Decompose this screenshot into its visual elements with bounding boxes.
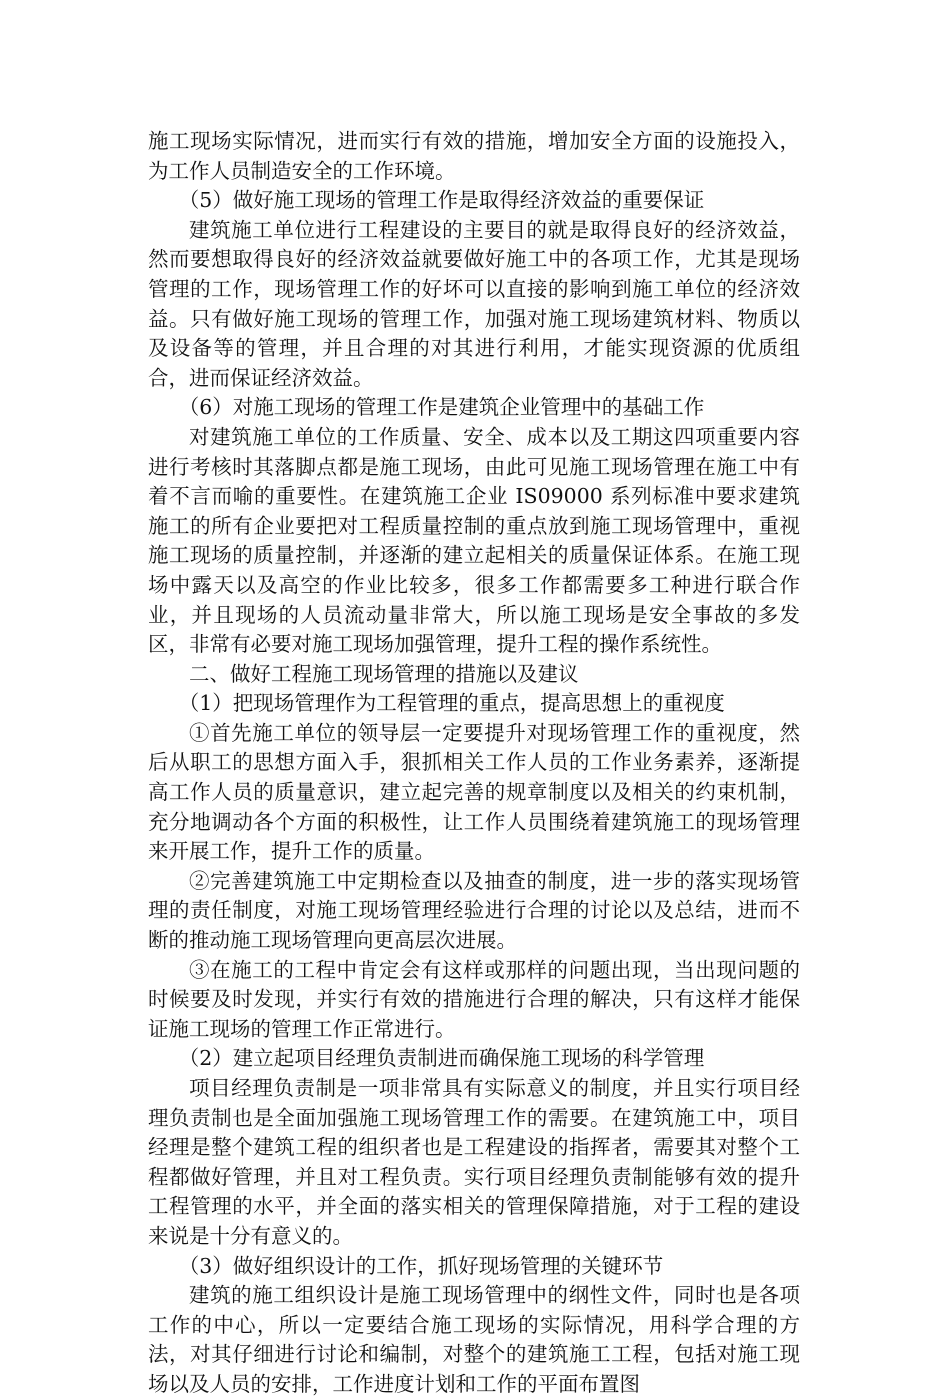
section-heading-2: 二、做好工程施工现场管理的措施以及建议 [189,661,579,686]
subheading-2: （2）建立起项目经理负责制进而确保施工现场的科学管理 [178,1046,705,1071]
paragraph-project-manager: 项目经理负责制是一项非常具有实际意义的制度，并且实行项目经理负责制也是全面加强施工现场管理工作的需要。在建筑施工中，项目经理是整个建筑工程的组织者也是工程建设的指挥者，需要其对整个工程都做好管理，并且对工程负责。实行项目经理负责制能够有效的提升工程管理的水平，并全面的落实相关的管理保障措施，对于工程的建设来说是十分有意义的。 [148,1076,800,1248]
paragraph-item-1: ①首先施工单位的领导层一定要提升对现场管理工作的重视度，然后从职工的思想方面入手，狠抓相关工作人员的工作业务素养，逐渐提高工作人员的质量意识，建立起完善的规章制度以及相关的约束机制，充分地调动各个方面的积极性，让工作人员围绕着建筑施工的现场管理来开展工作，提升工作的质量。 [148,720,800,864]
paragraph-economic-benefit: 建筑施工单位进行工程建设的主要目的就是取得良好的经济效益，然而要想取得良好的经济效益就要做好施工中的各项工作，尤其是现场管理的工作，现场管理工作的好坏可以直接的影响到施工单位的经济效益。只有做好施工现场的管理工作，加强对施工现场建筑材料、物质以及设备等的管理，并且合理的对其进行利用，才能实现资源的优质组合，进而保证经济效益。 [148,217,800,390]
document-page [148,127,800,1400]
subheading-1: （1）把现场管理作为工程管理的重点，提高思想上的重视度 [178,691,725,716]
subheading-6: （6）对施工现场的管理工作是建筑企业管理中的基础工作 [178,395,705,420]
subheading-5: （5）做好施工现场的管理工作是取得经济效益的重要保证 [178,188,705,213]
subheading-3: （3）做好组织设计的工作，抓好现场管理的关键环节 [178,1253,664,1278]
paragraph-organization-design: 建筑的施工组织设计是施工现场管理中的纲性文件，同时也是各项工作的中心，所以一定要结合施工现场的实际情况，用科学合理的方法，对其仔细进行讨论和编制，对整个的建筑施工工程，包括对施工现场以及人员的安排，工作进度计划和工作的平面布置图 [148,1283,800,1396]
paragraph-item-2: ②完善建筑施工中定期检查以及抽查的制度，进一步的落实现场管理的责任制度，对施工现场管理经验进行合理的讨论以及总结，进而不断的推动施工现场管理向更高层次进展。 [148,868,800,953]
paragraph-basic-work: 对建筑施工单位的工作质量、安全、成本以及工期这四项重要内容进行考核时其落脚点都是施工现场，由此可见施工现场管理在施工中有着不言而喻的重要性。在建筑施工企业 IS09000 系列标准中要求建筑施工的所有企业要把对工程质量控制的重点放到施工现场管理中，重视施工现场的质量控制，并逐渐的建立起相关的质量保证体系。在施工现场中露天以及高空的作业比较多，很多工作都需要多工种进行联合作业，并且现场的人员流动量非常大，所以施工现场是安全事故的多发区，非常有必要对施工现场加强管理，提升工程的操作系统性。 [148,424,800,657]
paragraph-item-3: ③在施工的工程中肯定会有这样或那样的问题出现，当出现问题的时候要及时发现，并实行有效的措施进行合理的解决，只有这样才能保证施工现场的管理工作正常进行。 [148,957,800,1041]
paragraph-continuation: 施工现场实际情况，进而实行有效的措施，增加安全方面的设施投入，为工作人员制造安全的工作环境。 [148,129,800,183]
